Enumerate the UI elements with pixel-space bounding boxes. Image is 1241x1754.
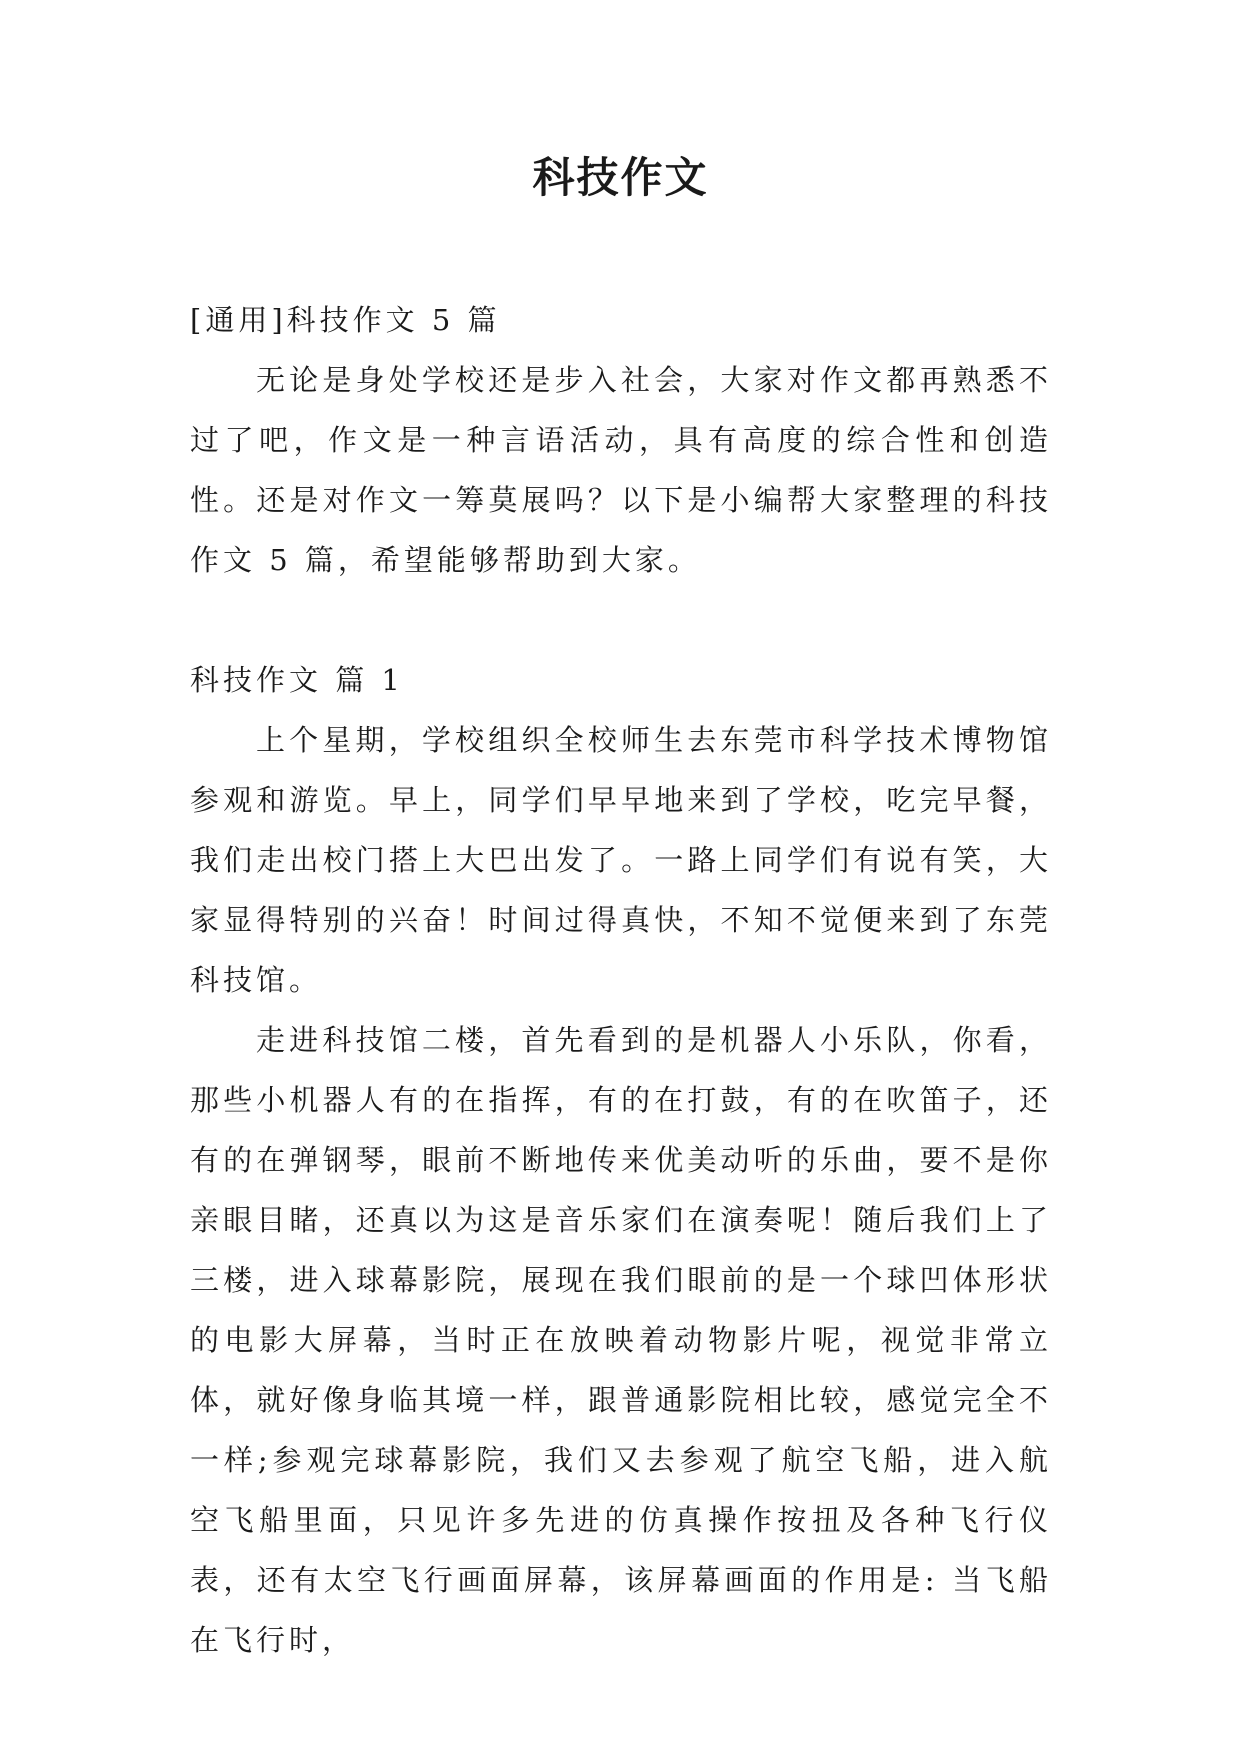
- body-paragraph: 走进科技馆二楼，首先看到的是机器人小乐队，你看，那些小机器人有的在指挥，有的在打鼓，有的在吹笛子，还有的在弹钢琴，眼前不断地传来优美动听的乐曲，要不是你亲眼目睹，还真以为这是音乐家们在演奏呢！随后我们上了三楼，进入球幕影院，展现在我们眼前的是一个球凹体形状的电影大屏幕，当时正在放映着动物影片呢，视觉非常立体，就好像身临其境一样，跟普通影院相比较，感觉完全不一样;参观完球幕影院，我们又去参观了航空飞船，进入航空飞船里面，只见许多先进的仿真操作按扭及各种飞行仪表，还有太空飞行画面屏幕，该屏幕画面的作用是: 当飞船在飞行时，: [190, 1023, 1052, 1657]
- section-heading: 科技作文 篇 1: [190, 663, 404, 697]
- page-title: 科技作文: [532, 153, 709, 202]
- intro-paragraph: 无论是身处学校还是步入社会，大家对作文都再熟悉不过了吧，作文是一种言语活动，具有高度的综合性和创造性。还是对作文一筹莫展吗？以下是小编帮大家整理的科技作文 5 篇，希望能够帮助到大家。: [190, 363, 1052, 577]
- body-paragraph: 上个星期，学校组织全校师生去东莞市科学技术博物馆参观和游览。早上，同学们早早地来到了学校，吃完早餐，我们走出校门搭上大巴出发了。一路上同学们有说有笑，大家显得特别的兴奋！时间过得真快，不知不觉便来到了东莞科技馆。: [190, 723, 1052, 997]
- document-subtitle: [通用]科技作文 5 篇: [190, 303, 501, 337]
- document-body: [190, 290, 1052, 1670]
